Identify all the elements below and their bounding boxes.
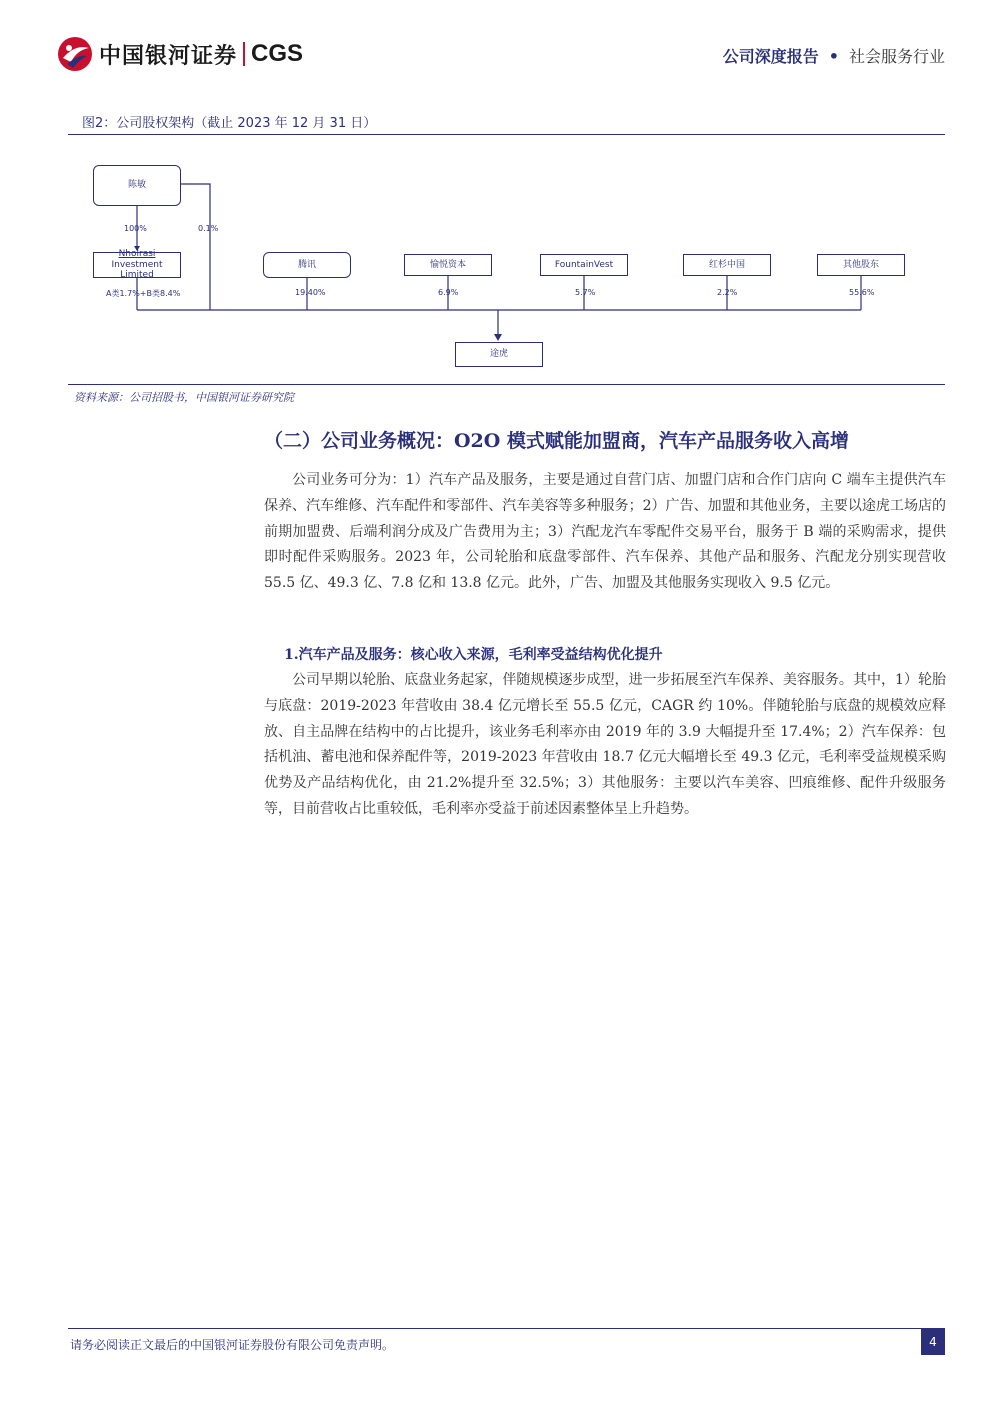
section-title: （二）公司业务概况：O2O 模式赋能加盟商，汽车产品服务收入高增 [264, 430, 849, 452]
nholrasi-name-line1: Nholrasi [118, 249, 156, 260]
footer-disclaimer: 请务必阅读正文最后的中国银河证券股份有限公司免责声明。 [70, 1338, 395, 1352]
figure-caption: 图2：公司股权架构（截止 2023 年 12 月 31 日） [82, 116, 377, 131]
logo-chinese-name: 中国银河证券 [99, 43, 238, 69]
founder-to-nholrasi-pct: 100% [124, 224, 147, 233]
tencent-box: 腾讯 [263, 252, 351, 278]
nholrasi-box [93, 249, 181, 281]
header-separator: • [828, 47, 839, 66]
tencent-pct: 19.40% [295, 288, 326, 297]
subsection-title: 1.汽车产品及服务：核心收入来源，毛利率受益结构优化提升 [284, 647, 663, 663]
founder-direct-pct: 0.1% [198, 224, 219, 233]
logo-english-name: CGS [251, 40, 304, 67]
fountainvest-pct: 5.7% [575, 288, 596, 297]
others-box: 其他股东 [817, 254, 905, 276]
company-box: 途虎 [455, 342, 543, 367]
page-number: 4 [921, 1329, 945, 1355]
industry-label: 社会服务行业 [848, 47, 945, 66]
nholrasi-name-line2: Investment Limited [111, 259, 163, 281]
report-type: 公司深度报告 [722, 47, 819, 66]
hongshan-box: 红杉中国 [683, 254, 771, 276]
business-overview-paragraph: 公司业务可分为：1）汽车产品及服务，主要是通过自营门店、加盟门店和合作门店向 C 端车主提供汽车保养、汽车维修、汽车配件和零部件、汽车美容等多种服务；2）广告、加盟和其他业务，主要以途虎工场店的前期加盟费、后端利润分成及广告费用为主；3）汽配龙汽车零配件交易平台，服务于 B 端的采购需求，提供即时配件采购服务。2023 年，公司轮胎和底盘零部件、汽车保养、其他产品和服务、汽配龙分别实现营收 55.5 亿、49.3 亿、7.8 亿和 13.8 亿元。此外，广告、加盟及其他服务实现收入 9.5 亿元。 [264, 472, 946, 592]
figure-bottom-rule [68, 384, 945, 385]
nholrasi-pct: A类1.7%+B类8.4% [106, 289, 181, 298]
yuanqi-box: 愉悦资本 [404, 254, 492, 276]
fountainvest-box: FountainVest [540, 254, 628, 276]
founder-box: 陈敏 [93, 165, 181, 206]
figure-source: 资料来源：公司招股书，中国银河证券研究院 [74, 391, 294, 404]
yuanqi-pct: 6.9% [438, 288, 459, 297]
hongshan-pct: 2.2% [717, 288, 738, 297]
footer-rule [68, 1328, 945, 1329]
others-pct: 55.6% [849, 288, 875, 297]
auto-products-paragraph: 公司早期以轮胎、底盘业务起家，伴随规模逐步成型，进一步拓展至汽车保养、美容服务。其中，1）轮胎与底盘：2019-2023 年营收由 38.4 亿元增长至 55.5 亿元，CAGR 约 10%。伴随轮胎与底盘的规模效应释放、自主品牌在结构中的占比提升，该业务毛利率亦由 2019 年的 3.9 大幅提升至 17.4%；2）汽车保养：包括机油、蓄电池和保养配件等，2019-2023 年营收由 18.7 亿元大幅增长至 49.3 亿元，毛利率受益规模采购优势及产品结构优化，由 21.2%提升至 32.5%；3）其他服务：主要以汽车美容、凹痕维修、配件升级服务等，目前营收占比重较低，毛利率亦受益于前述因素整体呈上升趋势。 [264, 672, 946, 817]
